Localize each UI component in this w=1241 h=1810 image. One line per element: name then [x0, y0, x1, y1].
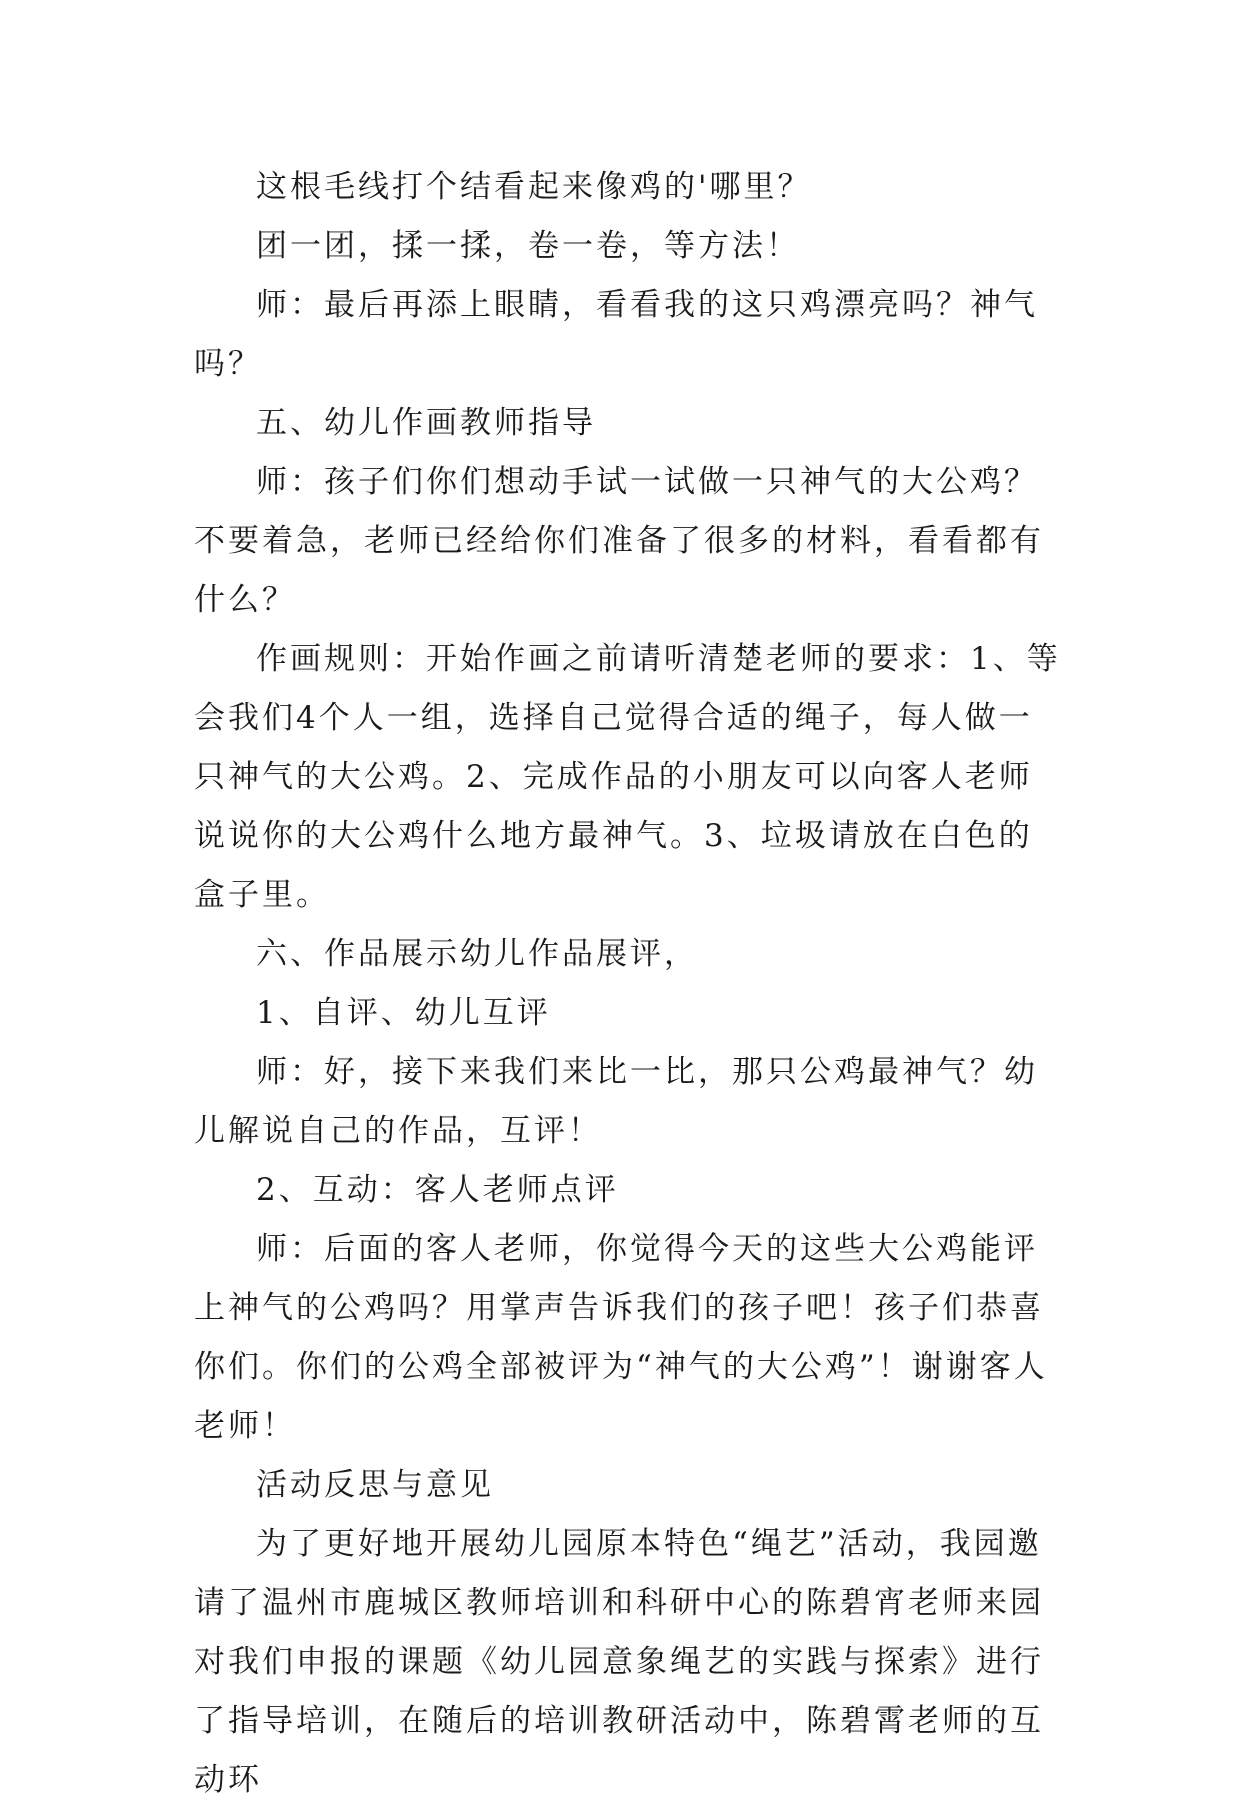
paragraph-2: 团一团，揉一揉，卷一卷，等方法！ — [256, 228, 800, 264]
paragraph-3: 师：最后再添上眼睛，看看我的这只鸡漂亮吗？神气吗？ — [194, 287, 1038, 382]
document-body — [194, 158, 1064, 1810]
paragraph-11: 师：后面的客人老师，你觉得今天的这些大公鸡能评上神气的公鸡吗？用掌声告诉我们的孩子吧！孩子们恭喜你们。你们的公鸡全部被评为“神气的大公鸡”！谢谢客人老师！ — [194, 1231, 1048, 1444]
section-heading-5: 五、幼儿作画教师指导 — [256, 405, 596, 441]
paragraph-8: 1、自评、幼儿互评 — [256, 995, 551, 1031]
paragraph-10: 2、互动：客人老师点评 — [256, 1172, 619, 1208]
section-heading-6: 六、作品展示幼儿作品展评， — [256, 936, 698, 972]
paragraph-5: 师：孩子们你们想动手试一试做一只神气的大公鸡？不要着急，老师已经给你们准备了很多的材料，看看都有什么？ — [194, 464, 1044, 618]
section-heading-reflection: 活动反思与意见 — [256, 1467, 494, 1503]
paragraph-6: 作画规则：开始作画之前请听清楚老师的要求：1、等会我们4个人一组，选择自己觉得合适的绳子，每人做一只神气的大公鸡。2、完成作品的小朋友可以向客人老师说说你的大公鸡什么地方最神气。3、垃圾请放在白色的盒子里。 — [194, 641, 1061, 913]
paragraph-1: 这根毛线打个结看起来像鸡的'哪里？ — [256, 169, 812, 205]
paragraph-9: 师：好，接下来我们来比一比，那只公鸡最神气？幼儿解说自己的作品，互评！ — [194, 1054, 1038, 1149]
paragraph-13: 为了更好地开展幼儿园原本特色“绳艺”活动，我园邀请了温州市鹿城区教师培训和科研中心的陈碧宵老师来园对我们申报的课题《幼儿园意象绳艺的实践与探索》进行了指导培训，在随后的培训教研活动中，陈碧霄老师的互动环 — [194, 1526, 1044, 1798]
